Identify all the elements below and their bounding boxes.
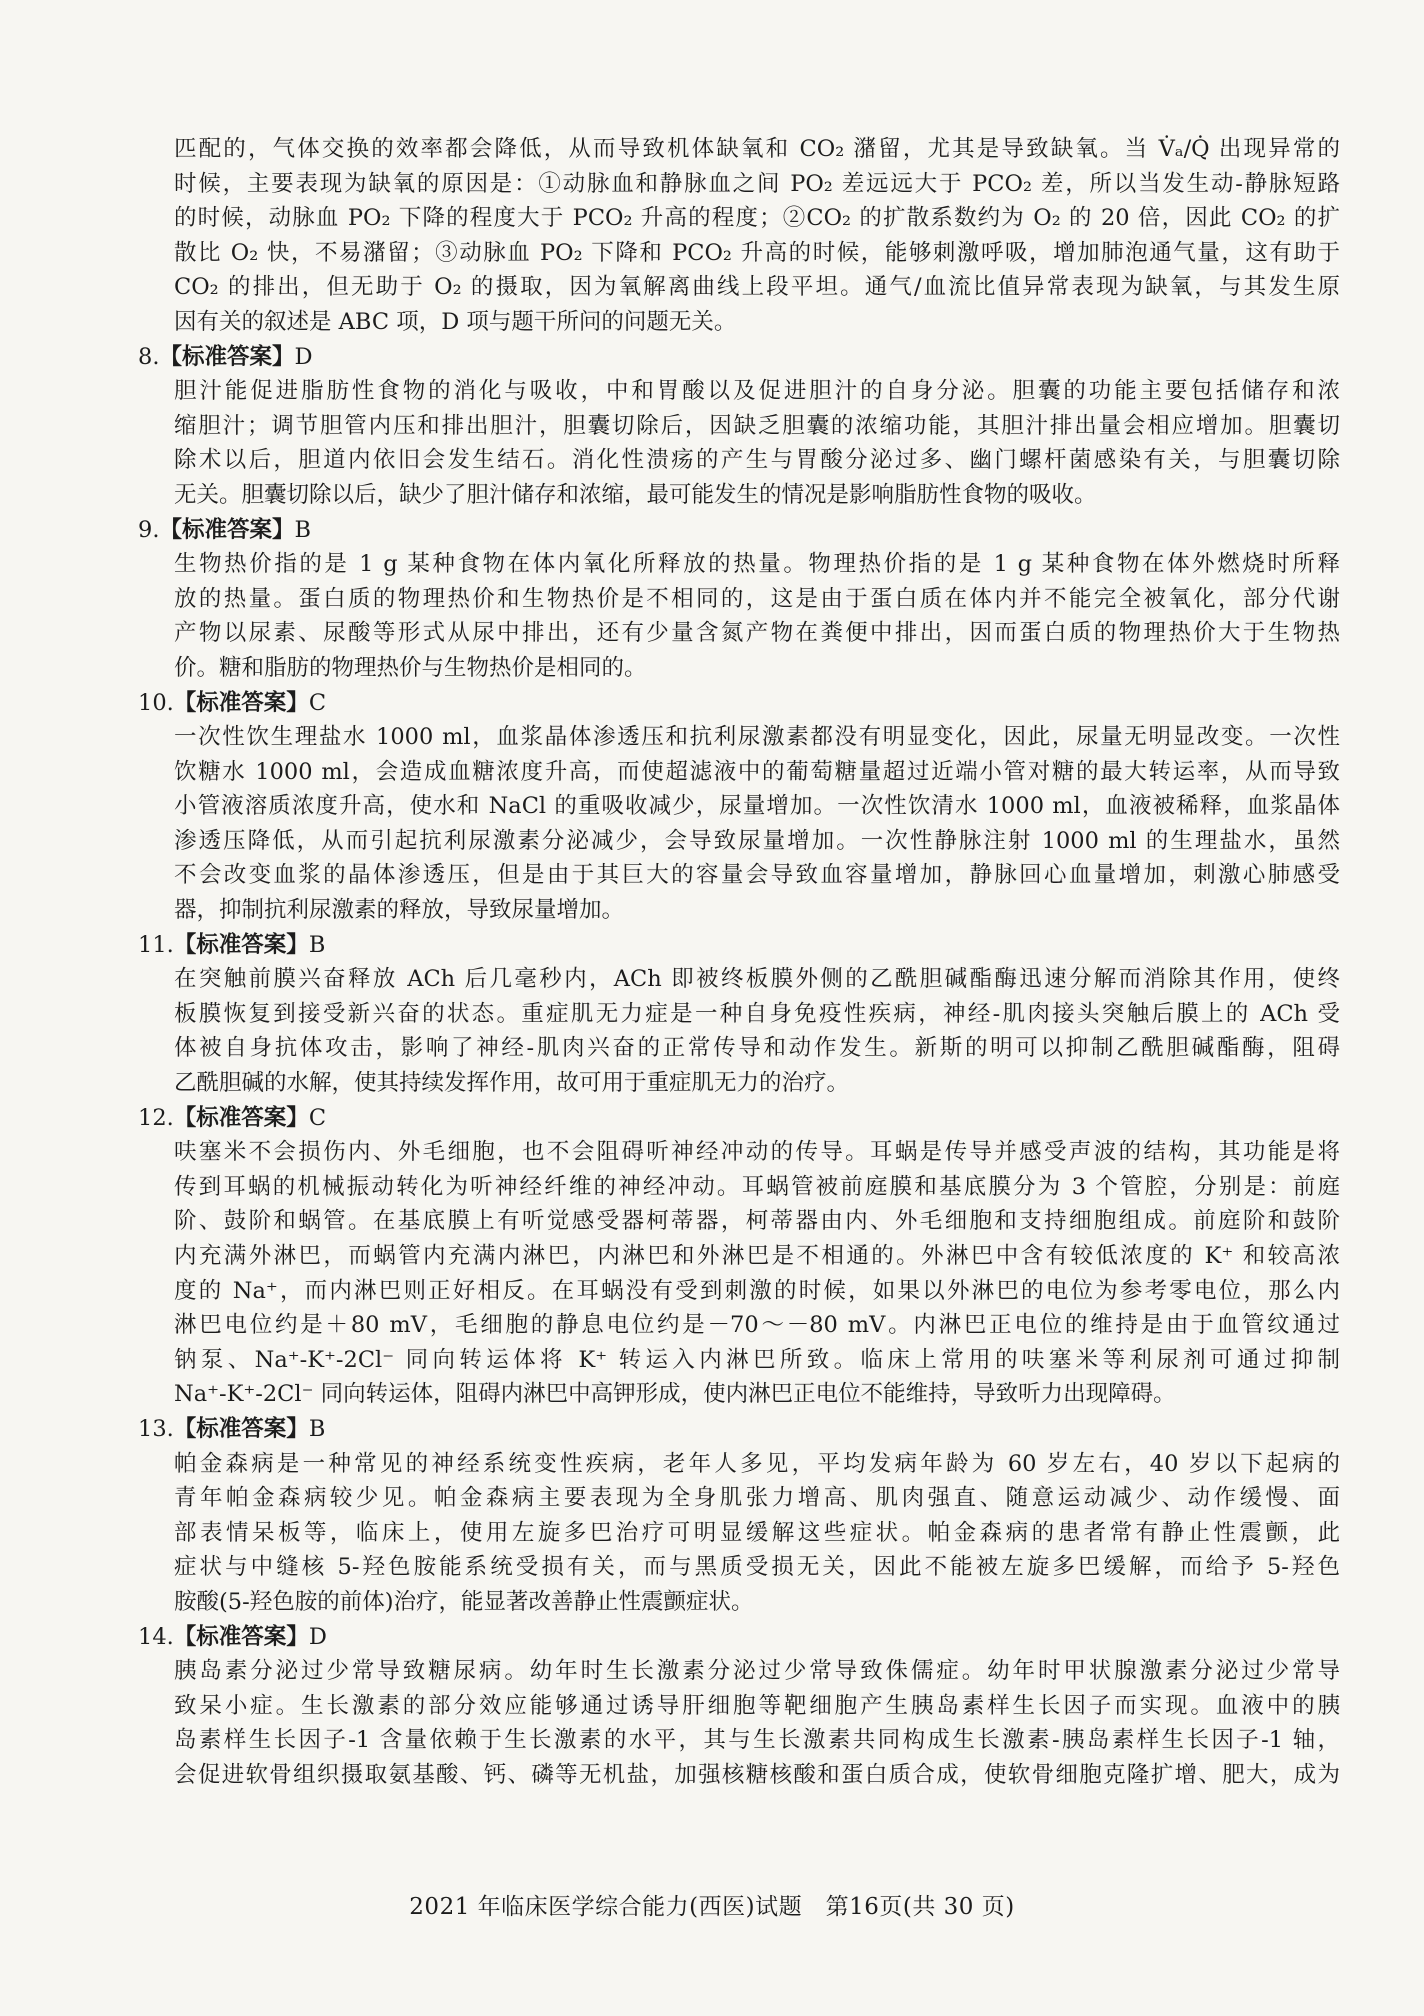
answer-letter: B — [294, 516, 312, 543]
standard-answer-label: 【标准答案】 — [173, 931, 309, 958]
answer-heading — [138, 686, 1340, 721]
explanation-line: 呋塞米不会损伤内、外毛细胞，也不会阻碍听神经冲动的传导。耳蜗是传导并感受声波的结构，其功能是将 — [174, 1139, 1340, 1166]
intro-line: CO₂ 的排出，但无助于 O₂ 的摄取，因为氧解离曲线上段平坦。通气/血流比值异常表现为缺氧，与其发生原 — [174, 274, 1340, 301]
explanation-line: 淋巴电位约是＋80 mV，毛细胞的静息电位约是－70～－80 mV。内淋巴正电位的维持是由于血管纹通过 — [174, 1312, 1340, 1339]
explanation-line: 除术以后，胆道内依旧会发生结石。消化性溃疡的产生与胃酸分泌过多、幽门螺杆菌感染有关，与胆囊切除 — [174, 447, 1340, 474]
explanation-line: 阶、鼓阶和蜗管。在基底膜上有听觉感受器柯蒂器，柯蒂器由内、外毛细胞和支持细胞组成。前庭阶和鼓阶 — [174, 1208, 1340, 1235]
answer-heading — [138, 1412, 1340, 1447]
explanation-line: 青年帕金森病较少见。帕金森病主要表现为全身肌张力增高、肌肉强直、随意运动减少、动作缓慢、面 — [174, 1485, 1340, 1512]
answer-item — [138, 1620, 1340, 1793]
intro-line: 散比 O₂ 快，不易潴留；③动脉血 PO₂ 下降和 PCO₂ 升高的时候，能够刺激呼吸，增加肺泡通气量，这有助于 — [174, 239, 1340, 266]
explanation-line: 钠泵、Na⁺-K⁺-2Cl⁻ 同向转运体将 K⁺ 转运入内淋巴所致。临床上常用的呋塞米等利尿剂可通过抑制 — [174, 1346, 1340, 1373]
intro-line: 的时候，动脉血 PO₂ 下降的程度大于 PCO₂ 升高的程度；②CO₂ 的扩散系数约为 O₂ 的 20 倍，因此 CO₂ 的扩 — [174, 205, 1340, 232]
explanation-line: 放的热量。蛋白质的物理热价和生物热价是不相同的，这是由于蛋白质在体内并不能完全被氧化，部分代谢 — [174, 585, 1340, 612]
page-footer: 2021 年临床医学综合能力(西医)试题 第16页(共 30 页) — [409, 1894, 1015, 1920]
question-number: 14. — [138, 1623, 174, 1650]
answer-item — [138, 1412, 1340, 1620]
explanation-line: 帕金森病是一种常见的神经系统变性疾病，老年人多见，平均发病年龄为 60 岁左右，40 岁以下起病的 — [174, 1450, 1340, 1477]
explanation-line: 产物以尿素、尿酸等形式从尿中排出，还有少量含氮产物在粪便中排出，因而蛋白质的物理热价大于生物热 — [174, 620, 1340, 647]
standard-answer-label: 【标准答案】 — [159, 516, 295, 543]
explanation-line: 不会改变血浆的晶体渗透压，但是由于其巨大的容量会导致血容量增加，静脉回心血量增加，刺激心肺感受 — [174, 862, 1340, 889]
explanation-line: 饮糖水 1000 ml，会造成血糖浓度升高，而使超滤液中的葡萄糖量超过近端小管对糖的最大转运率，从而导致 — [174, 758, 1340, 785]
explanation-line: 传到耳蜗的机械振动转化为听神经纤维的神经冲动。耳蜗管被前庭膜和基底膜分为 3 个管腔，分别是：前庭 — [174, 1173, 1340, 1200]
answer-letter: C — [308, 689, 327, 716]
answer-letter: B — [308, 1415, 326, 1442]
answer-heading — [138, 340, 1340, 375]
page-content — [138, 132, 1340, 1793]
explanation-line: 致呆小症。生长激素的部分效应能够通过诱导肝细胞等靶细胞产生胰岛素样生长因子而实现。血液中的胰 — [174, 1692, 1340, 1719]
answer-item — [138, 340, 1340, 513]
explanation-line: 无关。胆囊切除以后，缺少了胆汁储存和浓缩，最可能发生的情况是影响脂肪性食物的吸收。 — [174, 481, 1097, 508]
question-number: 12. — [138, 1104, 174, 1131]
explanation-line: 部表情呆板等，临床上，使用左旋多巴治疗可明显缓解这些症状。帕金森病的患者常有静止性震颤，此 — [174, 1519, 1340, 1546]
standard-answer-label: 【标准答案】 — [159, 343, 295, 370]
explanation-line: 价。糖和脂肪的物理热价与生物热价是相同的。 — [174, 654, 647, 681]
question-number: 9. — [138, 516, 160, 543]
explanation-line: 岛素样生长因子-1 含量依赖于生长激素的水平，其与生长激素共同构成生长激素-胰岛素样生长因子-1 轴， — [174, 1727, 1340, 1754]
explanation-line: Na⁺-K⁺-2Cl⁻ 同向转运体，阻碍内淋巴中高钾形成，使内淋巴正电位不能维持，导致听力出现障碍。 — [174, 1381, 1176, 1408]
explanation-line: 症状与中缝核 5-羟色胺能系统受损有关，而与黑质受损无关，因此不能被左旋多巴缓解，而给予 5-羟色 — [174, 1554, 1340, 1581]
standard-answer-label: 【标准答案】 — [173, 1415, 309, 1442]
question-number: 10. — [138, 689, 174, 716]
explanation-line: 会促进软骨组织摄取氨基酸、钙、磷等无机盐，加强核糖核酸和蛋白质合成，使软骨细胞克隆扩增、肥大，成为 — [174, 1761, 1340, 1788]
question-number: 11. — [138, 931, 174, 958]
explanation-line: 板膜恢复到接受新兴奋的状态。重症肌无力症是一种自身免疫性疾病，神经-肌肉接头突触后膜上的 ACh 受 — [174, 1000, 1340, 1027]
answer-heading — [138, 1620, 1340, 1655]
explanation-line: 乙酰胆碱的水解，使其持续发挥作用，故可用于重症肌无力的治疗。 — [174, 1070, 850, 1097]
answer-letter: D — [308, 1623, 327, 1650]
answer-heading — [138, 1101, 1340, 1136]
explanation-line: 胺酸(5-羟色胺的前体)治疗，能显著改善静止性震颤症状。 — [174, 1588, 754, 1615]
explanation-line: 生物热价指的是 1 g 某种食物在体内氧化所释放的热量。物理热价指的是 1 g 某种食物在体外燃烧时所释 — [174, 551, 1340, 578]
intro-paragraph — [174, 132, 1340, 340]
standard-answer-label: 【标准答案】 — [173, 1623, 309, 1650]
answer-letter: D — [294, 343, 313, 370]
answer-item — [138, 1101, 1340, 1412]
question-number: 13. — [138, 1415, 174, 1442]
intro-line: 因有关的叙述是 ABC 项，D 项与题干所问的问题无关。 — [174, 308, 737, 335]
explanation-line: 度的 Na⁺，而内淋巴则正好相反。在耳蜗没有受到刺激的时候，如果以外淋巴的电位为参考零电位，那么内 — [174, 1277, 1340, 1304]
answer-letter: B — [308, 931, 326, 958]
explanation-line: 渗透压降低，从而引起抗利尿激素分泌减少，会导致尿量增加。一次性静脉注射 1000 ml 的生理盐水，虽然 — [174, 827, 1340, 854]
answer-item — [138, 686, 1340, 928]
explanation-line: 小管液溶质浓度升高，使水和 NaCl 的重吸收减少，尿量增加。一次性饮清水 1000 ml，血液被稀释，血浆晶体 — [174, 793, 1340, 820]
answer-item — [138, 513, 1340, 686]
intro-line: 匹配的，气体交换的效率都会降低，从而导致机体缺氧和 CO₂ 潴留，尤其是导致缺氧。当 V̇ₐ/Q̇ 出现异常的 — [174, 136, 1340, 162]
explanation-line: 一次性饮生理盐水 1000 ml，血浆晶体渗透压和抗利尿激素都没有明显变化，因此，尿量无明显改变。一次性 — [174, 724, 1340, 751]
answer-letter: C — [308, 1104, 327, 1131]
explanation-line: 胆汁能促进脂肪性食物的消化与吸收，中和胃酸以及促进胆汁的自身分泌。胆囊的功能主要包括储存和浓 — [174, 378, 1340, 405]
explanation-line: 缩胆汁；调节胆管内压和排出胆汁，胆囊切除后，因缺乏胆囊的浓缩功能，其胆汁排出量会相应增加。胆囊切 — [174, 412, 1340, 439]
answer-list — [138, 340, 1340, 1793]
intro-line: 时候，主要表现为缺氧的原因是：①动脉血和静脉血之间 PO₂ 差远远大于 PCO₂ 差，所以当发生动-静脉短路 — [174, 170, 1340, 197]
standard-answer-label: 【标准答案】 — [173, 689, 309, 716]
explanation-line: 体被自身抗体攻击，影响了神经-肌肉兴奋的正常传导和动作发生。新斯的明可以抑制乙酰胆碱酯酶，阻碍 — [174, 1035, 1340, 1062]
answer-item — [138, 928, 1340, 1101]
explanation-line: 器，抑制抗利尿激素的释放，导致尿量增加。 — [174, 897, 625, 924]
explanation-line: 在突触前膜兴奋释放 ACh 后几毫秒内，ACh 即被终板膜外侧的乙酰胆碱酯酶迅速分解而消除其作用，使终 — [174, 966, 1340, 993]
question-number: 8. — [138, 343, 160, 370]
explanation-line: 胰岛素分泌过少常导致糖尿病。幼年时生长激素分泌过少常导致侏儒症。幼年时甲状腺激素分泌过少常导 — [174, 1658, 1340, 1685]
explanation-line: 内充满外淋巴，而蜗管内充满内淋巴，内淋巴和外淋巴是不相通的。外淋巴中含有较低浓度的 K⁺ 和较高浓 — [174, 1243, 1340, 1269]
answer-heading — [138, 928, 1340, 963]
answer-heading — [138, 513, 1340, 548]
standard-answer-label: 【标准答案】 — [173, 1104, 309, 1131]
